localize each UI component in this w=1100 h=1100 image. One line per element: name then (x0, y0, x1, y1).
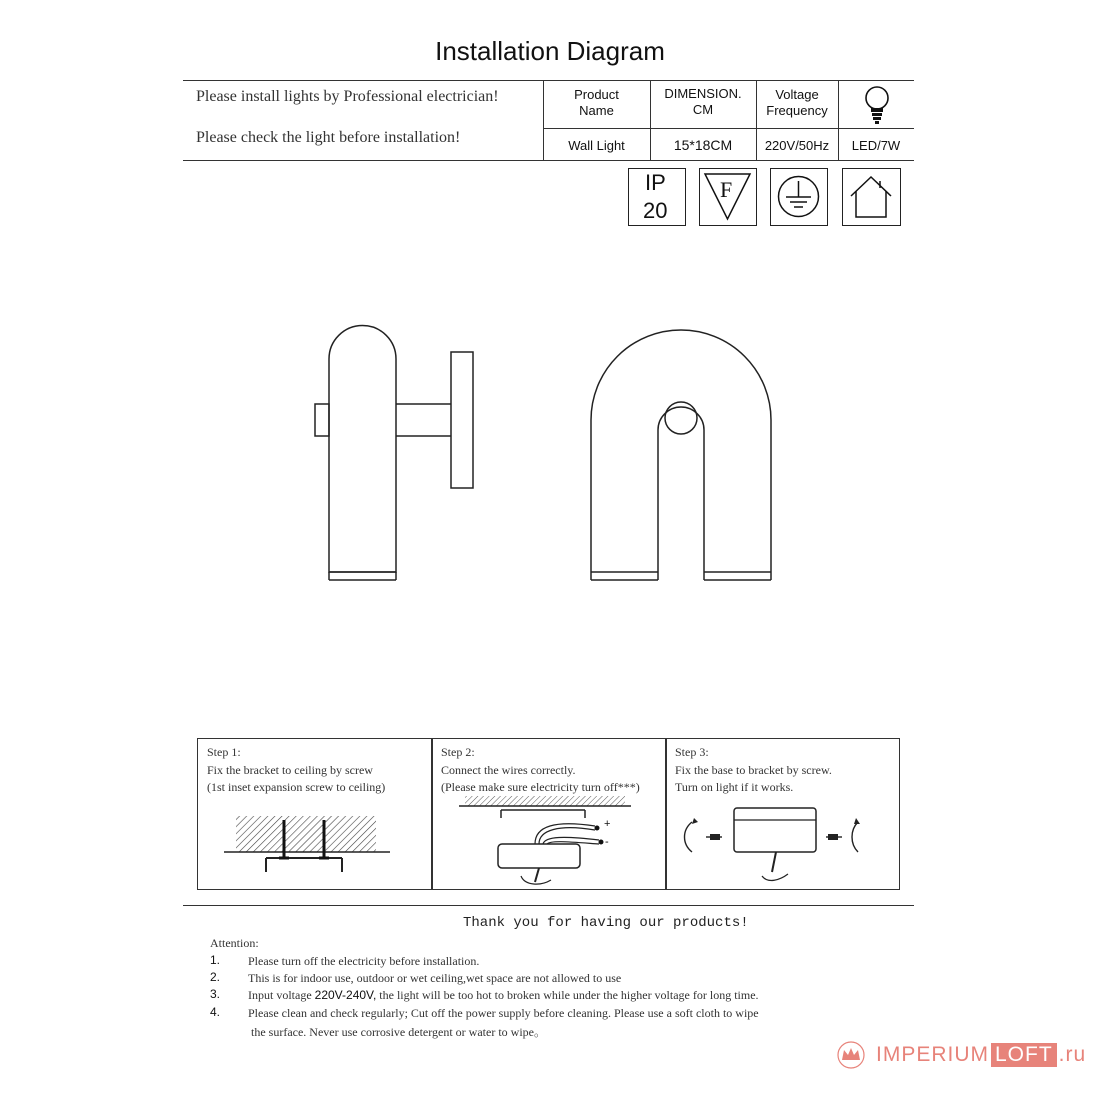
table-top-rule (183, 80, 914, 81)
header-line: Voltage (775, 87, 819, 102)
attention-item-4: Please clean and check regularly; Cut off the power supply before cleaning. Please use a soft cloth to wipe (248, 1006, 759, 1020)
step-3-title: Step 3: (675, 745, 709, 759)
house-symbol (843, 169, 899, 224)
indoor-house-icon (842, 168, 901, 226)
watermark-loft: LOFT (991, 1043, 1057, 1067)
table-mid-rule (543, 128, 914, 129)
attention-item-3-voltage: 220V-240V, (314, 988, 377, 1002)
attention-item-3-post: the light will be too hot to broken while under the higher voltage for long time. (376, 988, 759, 1002)
header-voltage (756, 87, 838, 119)
f-mark-letter: F (720, 177, 733, 202)
ip-rating: 20 (643, 198, 668, 223)
attention-label: Attention: (210, 936, 259, 950)
step-3-line-2: Turn on light if it works. (675, 780, 794, 794)
ground-icon (770, 168, 828, 226)
step-1-title: Step 1: (207, 745, 241, 759)
watermark-ru: .ru (1058, 1043, 1087, 1066)
f-mark-icon (699, 168, 757, 226)
step-1-line-2: (1st inset expansion screw to ceiling) (207, 780, 386, 794)
footer-rule (183, 905, 914, 906)
header-line: Frequency (766, 103, 828, 118)
ip-label: IP (645, 170, 666, 195)
step-divider (431, 738, 433, 890)
step-3-line-1: Fix the base to bracket by screw. (675, 763, 832, 777)
step-2-title: Step 2: (441, 745, 475, 759)
attention-num-1: 1. (210, 953, 221, 967)
watermark-imperium: IMPERIUM (876, 1043, 989, 1066)
attention-num-2: 2. (210, 970, 221, 984)
table-bottom-rule (183, 160, 914, 161)
header-line: DIMENSION. (664, 86, 742, 101)
step-2-line-1: Connect the wires correctly. (441, 763, 576, 777)
front-view-drawing (580, 318, 780, 590)
value-product-name: Wall Light (568, 138, 625, 153)
page-title: Installation Diagram (435, 36, 665, 66)
step-3-illustration (680, 800, 880, 886)
step-divider (665, 738, 667, 890)
check-note: Please check the light before installation! (196, 129, 461, 146)
light-bulb-icon (860, 84, 894, 126)
header-line: Product (574, 87, 619, 102)
watermark (830, 1040, 1086, 1070)
step-1-line-1: Fix the bracket to ceiling by screw (207, 763, 373, 777)
ip20-icon (628, 168, 686, 226)
thanks-message: Thank you for having our products! (463, 915, 749, 931)
side-view-drawing (300, 320, 480, 590)
attention-item-2: This is for indoor use, outdoor or wet ceiling,wet space are not allowed to use (248, 971, 622, 985)
header-line: CM (692, 102, 714, 117)
value-power: LED/7W (851, 138, 901, 153)
step-1-illustration (222, 812, 392, 874)
value-voltage: 220V/50Hz (764, 138, 830, 153)
minus-label: - (605, 836, 609, 848)
attention-num-4: 4. (210, 1005, 221, 1019)
attention-item-4-cont: the surface. Never use corrosive detergent or water to wipe。 (251, 1025, 546, 1039)
plus-label: + (604, 818, 611, 830)
electrician-note: Please install lights by Professional electrician! (196, 88, 499, 105)
attention-item-3-pre: Input voltage (248, 988, 315, 1002)
header-product-name (543, 87, 650, 119)
crown-logo-icon (830, 1040, 872, 1070)
ground-symbol (771, 169, 826, 224)
value-dimension: 15*18CM (673, 137, 733, 153)
attention-item-3 (248, 988, 759, 1003)
attention-num-3: 3. (210, 987, 221, 1001)
header-line: Name (579, 103, 614, 118)
header-dimension (650, 86, 756, 118)
attention-item-1: Please turn off the electricity before installation. (248, 954, 480, 968)
step-2-line-2: (Please make sure electricity turn off***) (441, 780, 640, 794)
